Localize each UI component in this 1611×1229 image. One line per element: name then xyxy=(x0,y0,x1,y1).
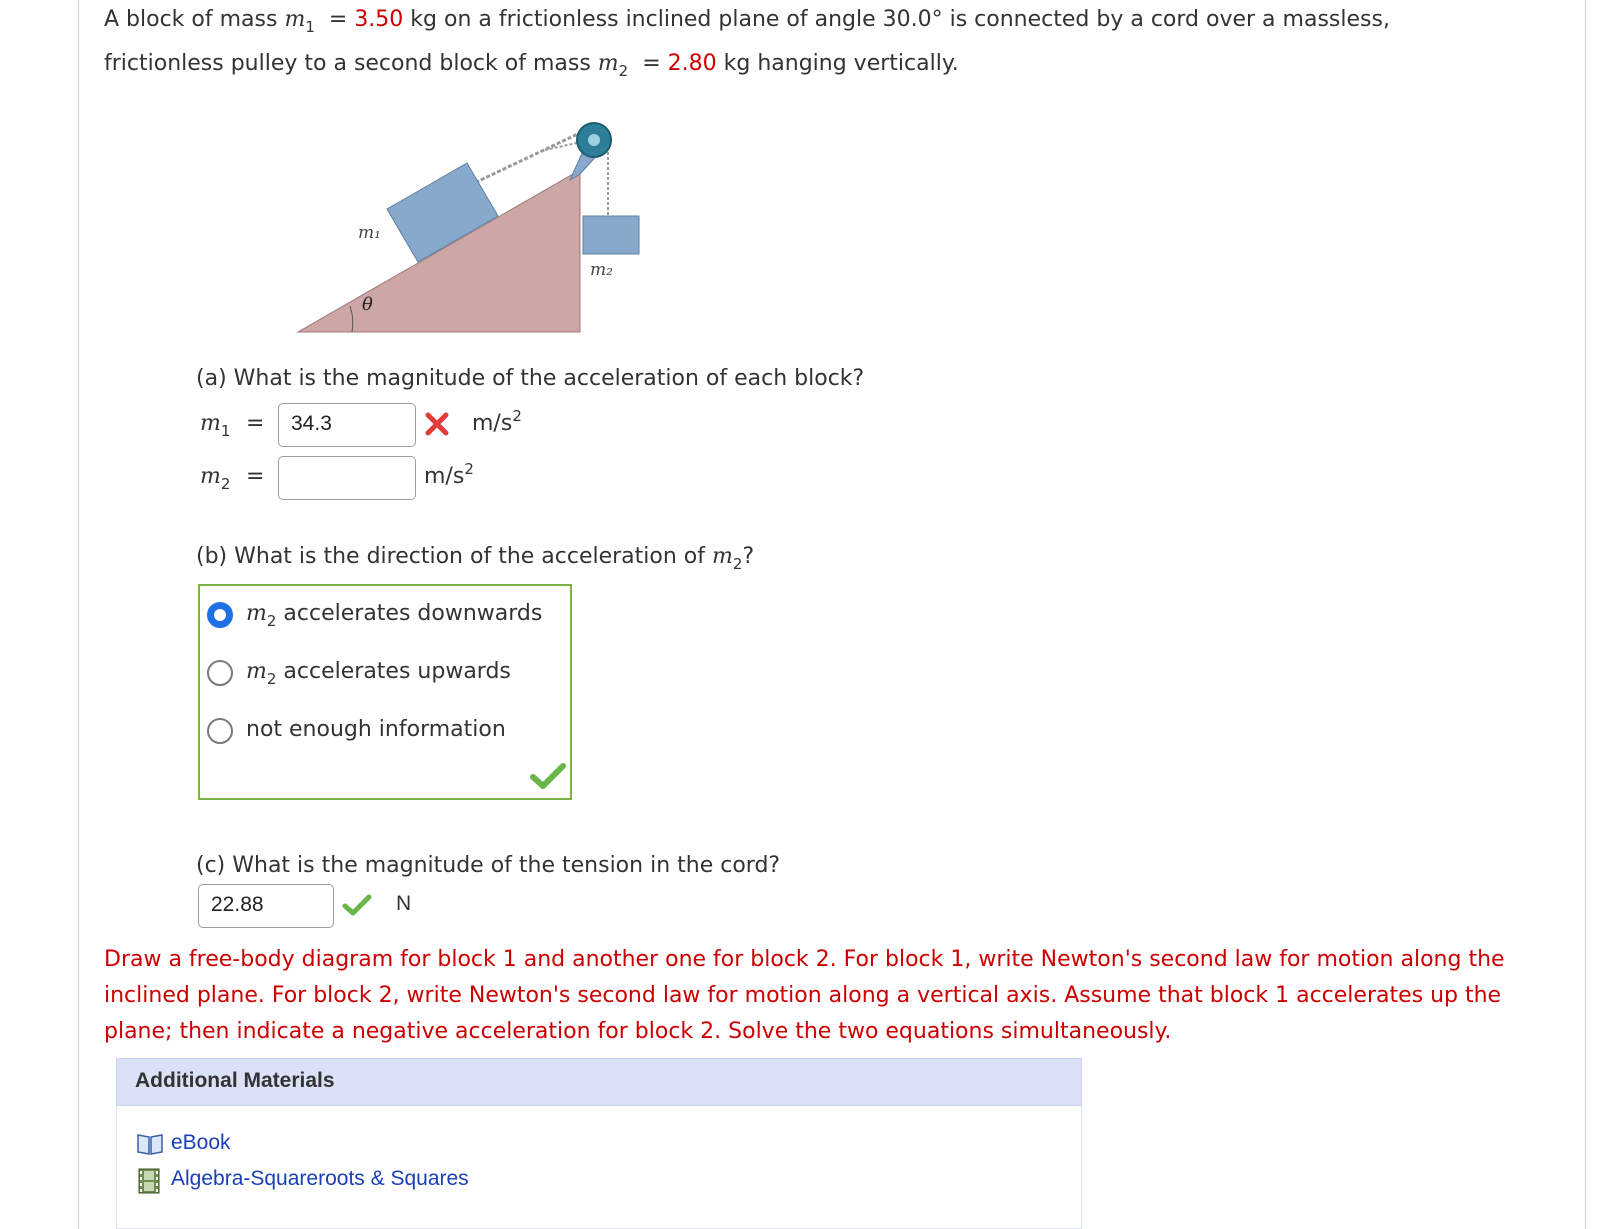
problem-text: kg on a frictionless inclined plane of angle 30.0° is connected by a cord over a massless, xyxy=(410,7,1390,32)
correct-check-icon xyxy=(530,762,566,790)
additional-materials-title: Additional Materials xyxy=(135,1069,335,1092)
equals-sign: = xyxy=(328,7,348,32)
m1-subscript: 1 xyxy=(305,18,315,36)
radio-upwards[interactable] xyxy=(207,660,233,686)
option-text: accelerates downwards xyxy=(283,601,543,626)
accel-m2-input[interactable] xyxy=(278,456,416,500)
additional-materials-header xyxy=(116,1058,1082,1106)
problem-line-1 xyxy=(104,6,1390,34)
m2-subscript: 2 xyxy=(618,62,629,80)
equals-sign: = xyxy=(642,51,661,76)
film-icon xyxy=(138,1168,160,1194)
problem-text: kg hanging vertically. xyxy=(723,51,959,76)
m2-variable: m xyxy=(246,601,267,626)
book-icon xyxy=(136,1132,164,1156)
m1-variable: m xyxy=(284,7,306,32)
part-a-row1-label xyxy=(200,410,230,438)
ebook-link[interactable]: eBook xyxy=(171,1131,231,1154)
incorrect-x-icon xyxy=(424,411,450,437)
label-m2: m₂ xyxy=(590,260,613,280)
part-c-question: (c) What is the magnitude of the tension in the cord? xyxy=(196,853,781,878)
hint-text: Draw a free-body diagram for block 1 and another one for block 2. For block 1, write Newton's second law for motion along the inclined plane. For block 2, write Newton's second law for motion along a vertical axis. Assume that block 1 accelerates up the plane; then indicate a negative acceleration for block 2. Solve the two equations simultaneously. xyxy=(104,947,1505,1044)
incline-pulley-figure xyxy=(290,110,660,340)
m2-variable: m xyxy=(597,51,619,76)
m2-subscript: 2 xyxy=(220,475,231,493)
cord-incline xyxy=(470,132,582,185)
label-m1: m₁ xyxy=(358,223,381,243)
accel-m1-input[interactable]: 34.3 xyxy=(278,403,416,447)
equals-sign: = xyxy=(246,411,265,436)
correct-check-icon xyxy=(342,893,372,917)
m1-subscript: 1 xyxy=(220,422,231,440)
part-b-question xyxy=(196,543,754,571)
question-text: (b) What is the direction of the acceleration of xyxy=(196,544,706,569)
option-text: accelerates upwards xyxy=(283,659,511,684)
m2-variable: m xyxy=(712,544,733,569)
option-not-enough-info-label[interactable]: not enough information xyxy=(246,717,506,742)
tension-input[interactable]: 22.88 xyxy=(198,884,334,928)
m2-subscript: 2 xyxy=(266,612,277,630)
block-m2 xyxy=(583,216,639,254)
unit-text: m/s xyxy=(424,464,465,489)
m2-subscript: 2 xyxy=(266,670,277,688)
unit-exponent: 2 xyxy=(512,407,522,425)
m2-variable: m xyxy=(246,659,267,684)
pulley-axle xyxy=(588,134,600,146)
question-mark: ? xyxy=(742,544,755,569)
m2-variable: m xyxy=(200,464,221,489)
m2-subscript: 2 xyxy=(732,555,743,573)
unit-text: m/s xyxy=(472,411,513,436)
label-theta: θ xyxy=(362,294,373,315)
m1-variable: m xyxy=(200,411,221,436)
unit-exponent: 2 xyxy=(464,460,474,478)
accel-m2-unit xyxy=(424,460,474,491)
radio-downwards[interactable] xyxy=(207,602,233,628)
problem-text: frictionless pulley to a second block of mass xyxy=(104,51,591,76)
problem-text: A block of mass xyxy=(104,7,278,32)
option-downwards-label[interactable] xyxy=(246,600,542,628)
m2-value: 2.80 xyxy=(667,51,717,76)
radio-not-enough-info[interactable] xyxy=(207,718,233,744)
part-a-row2-label xyxy=(200,463,230,491)
equals-sign: = xyxy=(246,464,265,489)
m1-value: 3.50 xyxy=(354,7,404,32)
option-upwards-label[interactable] xyxy=(246,658,511,686)
algebra-video-link[interactable]: Algebra-Squareroots & Squares xyxy=(171,1167,469,1190)
problem-line-2 xyxy=(104,50,959,78)
tension-unit: N xyxy=(396,892,412,915)
accel-m1-unit xyxy=(472,407,522,438)
part-a-question: (a) What is the magnitude of the acceleration of each block? xyxy=(196,366,865,391)
